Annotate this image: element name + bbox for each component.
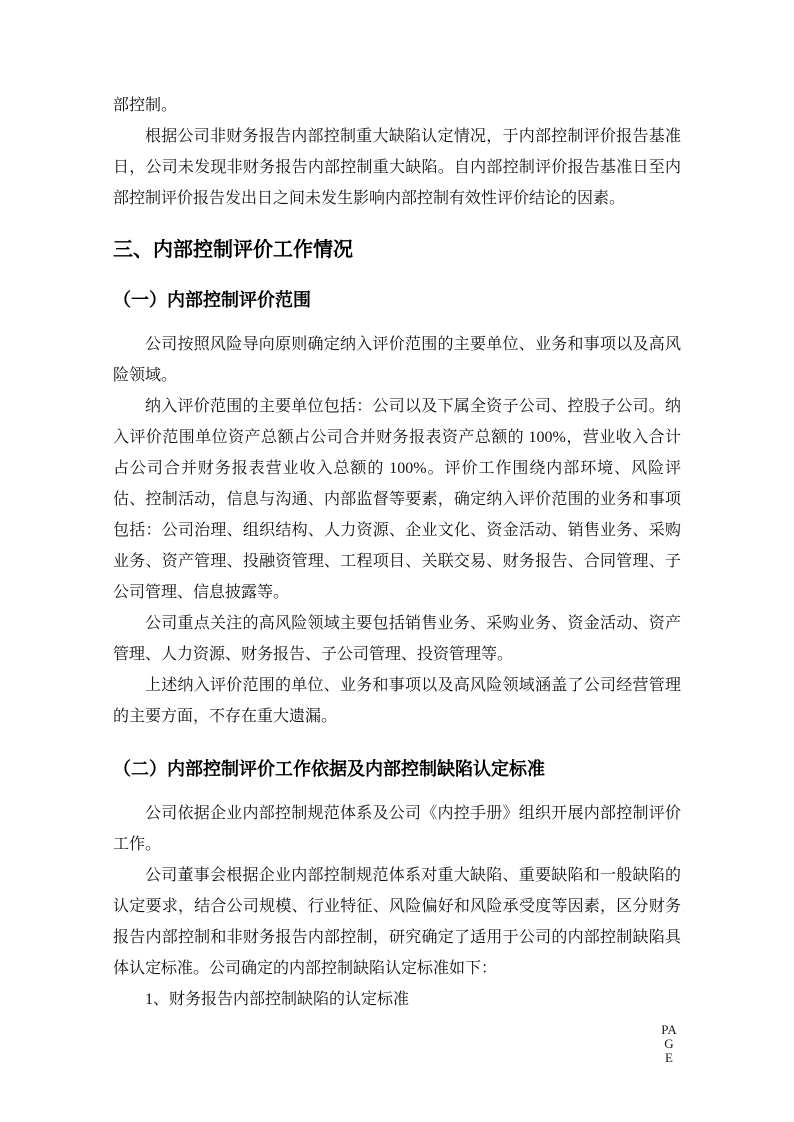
intro-paragraph: 根据公司非财务报告内部控制重大缺陷认定情况，于内部控制评价报告基准日，公司未发现非财务报告内部控制重大缺陷。自内部控制评价报告基准日至内部控制评价报告发出日之间未发生影响内部控制有效性评价结论的因素。: [113, 128, 681, 207]
subsection-1-paragraph: 公司重点关注的高风险领域主要包括销售业务、采购业务、资金活动、资产管理、人力资源、财务报告、子公司管理、投资管理等。: [113, 615, 681, 663]
subsection-2-heading: （二）内部控制评价工作依据及内部控制缺陷认定标准: [113, 759, 545, 779]
document-body: [113, 90, 681, 1015]
section-heading: 三、内部控制评价工作情况: [113, 239, 353, 261]
paragraph-continuation: 部控制。: [113, 97, 178, 114]
page-number-field: PAGE: [661, 1022, 677, 1065]
subsection-1-paragraph: 公司按照风险导向原则确定纳入评价范围的主要单位、业务和事项以及高风险领域。: [113, 336, 681, 384]
subsection-1-paragraph: 上述纳入评价范围的单位、业务和事项以及高风险领域涵盖了公司经营管理的主要方面，不存在重大遗漏。: [113, 677, 681, 725]
subsection-2-paragraph: 公司依据企业内部控制规范体系及公司《内控手册》组织开展内部控制评价工作。: [113, 805, 681, 853]
subsection-2-paragraph: 1、财务报告内部控制缺陷的认定标准: [145, 991, 410, 1008]
subsection-1-paragraph: 纳入评价范围的主要单位包括：公司以及下属全资子公司、控股子公司。纳入评价范围单位资产总额占公司合并财务报表资产总额的 100%，营业收入合计占公司合并财务报表营业收入总额的 100%。评价工作围绕内部环境、风险评估、控制活动，信息与沟通、内部监督等要素，确定纳入评价范围的业务和事项包括：公司治理、组织结构、人力资源、企业文化、资金活动、销售业务、采购业务、资产管理、投融资管理、工程项目、关联交易、财务报告、合同管理、子公司管理、信息披露等。: [113, 398, 681, 601]
subsection-1-heading: （一）内部控制评价范围: [113, 290, 311, 310]
subsection-2-paragraph: 公司董事会根据企业内部控制规范体系对重大缺陷、重要缺陷和一般缺陷的认定要求，结合公司规模、行业特征、风险偏好和风险承受度等因素，区分财务报告内部控制和非财务报告内部控制，研究确定了适用于公司的内部控制缺陷具体认定标准。公司确定的内部控制缺陷认定标准如下：: [113, 867, 681, 977]
